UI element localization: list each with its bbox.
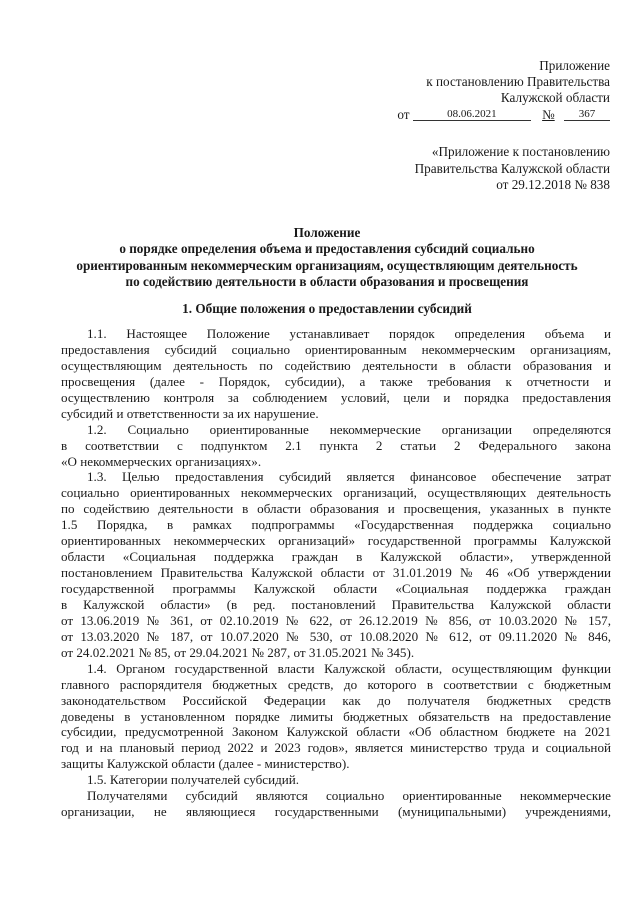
appendix-line: к постановлению Правительства bbox=[426, 74, 610, 89]
ot-label: от bbox=[397, 107, 410, 122]
section-body bbox=[61, 326, 611, 820]
section-heading: 1. Общие положения о предоставлении субсидий bbox=[182, 301, 472, 316]
text-line: субсидий и ответственности за их нарушение. bbox=[61, 405, 319, 421]
text-line: законодательством Российской Федерации как до получателя бюджетных средств bbox=[61, 692, 611, 708]
text-line: постановлением Правительства Калужской области от 31.01.2019 № 46 «Об утверждении bbox=[61, 565, 611, 581]
text-line: год и на плановый период 2022 и 2023 годов», является министерство труда и социальной bbox=[61, 740, 611, 756]
text-line: 1.2. Социально ориентированные некоммерческие организации определяются bbox=[87, 421, 611, 437]
resolution-number: 367 bbox=[564, 108, 610, 121]
previous-appendix-line: «Приложение к постановлению bbox=[431, 144, 610, 159]
title-line: о порядке определения объема и предоставления субсидий социально bbox=[119, 241, 535, 257]
appendix-header bbox=[350, 58, 610, 123]
resolution-date-number-line bbox=[350, 107, 610, 123]
text-line: главного распорядителя бюджетных средств, до которого в соответствии с бюджетным bbox=[61, 676, 611, 692]
text-line: Получателями субсидий являются социально ориентированные некоммерческие bbox=[87, 788, 611, 804]
text-line: 1.1. Настоящее Положение устанавливает порядок определения объема и bbox=[87, 326, 611, 341]
text-line: от 13.03.2020 № 187, от 10.07.2020 № 530, от 10.08.2020 № 612, от 09.11.2020 № 846, bbox=[61, 628, 611, 644]
text-line: 1.5 Порядка, в рамках подпрограммы «Государственная поддержка социально bbox=[61, 517, 611, 533]
title-line: по содействию деятельности в области образования и просвещения bbox=[125, 273, 529, 289]
text-line: осуществляющим деятельность по содействию деятельности в области образования и bbox=[61, 357, 611, 373]
text-line: по содействию деятельности в области образования и просвещения, указанных в пункте bbox=[61, 501, 611, 517]
number-sign: № bbox=[542, 107, 555, 122]
text-line: 1.4. Органом государственной власти Калужской области, осуществляющим функции bbox=[87, 660, 611, 676]
document-title bbox=[40, 225, 614, 290]
text-line: области «Социальная поддержка граждан в Калужской области», утвержденной bbox=[61, 549, 611, 565]
text-line: социально ориентированных некоммерческих организаций, осуществляющих деятельность bbox=[61, 485, 611, 501]
text-line: 1.5. Категории получателей субсидий. bbox=[87, 772, 300, 788]
text-line: организации, не являющиеся государственными (муниципальными) учреждениями, bbox=[61, 804, 611, 820]
previous-appendix-line: Правительства Калужской области bbox=[414, 160, 610, 176]
text-line: в Калужской области» (в ред. постановлений Правительства Калужской области bbox=[61, 596, 611, 612]
text-line: предоставления субсидий социально ориентированным некоммерческим организациям, bbox=[61, 341, 611, 357]
text-line: «О некоммерческих организациях». bbox=[61, 453, 262, 469]
previous-appendix-reference bbox=[350, 144, 610, 194]
text-line: ориентированных некоммерческих организаций» государственной программы Калужской bbox=[61, 533, 611, 549]
text-line: 1.3. Целью предоставления субсидий является финансовое обеспечение затрат bbox=[87, 469, 611, 485]
title-line: ориентированным некоммерческим организациям, осуществляющим деятельность bbox=[76, 257, 578, 273]
text-line: в соответствии с подпунктом 2.1 пункта 2 статьи 2 Федерального закона bbox=[61, 437, 611, 453]
text-line: просвещения (далее - Порядок, субсидии), а также требования к отчетности и bbox=[61, 373, 611, 389]
text-line: защиты Калужской области (далее - министерство). bbox=[61, 756, 350, 772]
text-line: государственной программы Калужской области «Социальная поддержка граждан bbox=[61, 581, 611, 596]
previous-appendix-line: от 29.12.2018 № 838 bbox=[496, 177, 610, 192]
appendix-line: Приложение bbox=[539, 58, 610, 73]
text-line: от 13.06.2019 № 361, от 02.10.2019 № 622, от 26.12.2019 № 856, от 10.03.2020 № 157, bbox=[61, 612, 611, 628]
text-line: осуществлению контроля за соблюдением условий, цели и порядка предоставления bbox=[61, 389, 611, 405]
text-line: субсидии, предусмотренной Законом Калужской области «Об областном бюджете на 2021 bbox=[61, 724, 611, 740]
appendix-line: Калужской области bbox=[500, 90, 610, 105]
title-line: Положение bbox=[293, 225, 361, 240]
text-line: доведены в установленном порядке лимиты бюджетных обязательств на предоставление bbox=[61, 708, 611, 724]
text-line: от 24.02.2021 № 85, от 29.04.2021 № 287, от 31.05.2021 № 345). bbox=[61, 644, 415, 660]
resolution-date: 08.06.2021 bbox=[413, 108, 531, 121]
